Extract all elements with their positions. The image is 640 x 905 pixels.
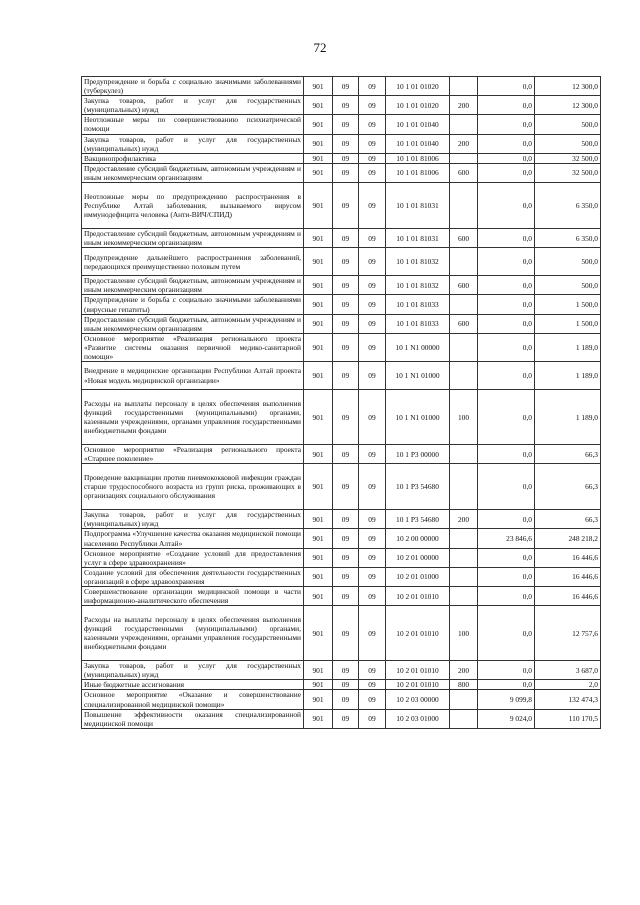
row-subsection: 09 — [359, 390, 386, 445]
row-amount-1: 23 846,6 — [478, 529, 535, 548]
row-name: Проведение вакцинации против пневмококковой инфекции граждан старше трудоспособного возраста из групп риска, проживающих в организациях социального обслуживания — [82, 464, 304, 510]
row-name: Создание условий для обеспечения деятельности государственных организаций в сфере здравоохранения — [82, 567, 304, 586]
row-expense-type — [450, 183, 478, 229]
row-name: Основное мероприятие «Создание условий для предоставления услуг в сфере здравоохранения» — [82, 548, 304, 567]
row-amount-1: 0,0 — [478, 229, 535, 248]
row-expense-type: 200 — [450, 96, 478, 115]
row-admin-code: 901 — [304, 115, 333, 134]
row-target-article: 10 1 P3 00000 — [386, 445, 450, 464]
row-section: 09 — [333, 464, 359, 510]
row-section: 09 — [333, 690, 359, 709]
row-admin-code: 901 — [304, 680, 333, 690]
row-amount-1: 0,0 — [478, 77, 535, 96]
row-amount-2: 248 218,2 — [535, 529, 601, 548]
row-target-article: 10 1 01 81006 — [386, 153, 450, 163]
row-name: Неотложные меры по предупреждению распространения в Республике Алтай заболевания, вызываемого вирусом иммунодефицита человека (Анти-ВИЧ/СПИД) — [82, 183, 304, 229]
table-row — [82, 606, 601, 661]
row-subsection: 09 — [359, 96, 386, 115]
table-row — [82, 548, 601, 567]
row-admin-code: 901 — [304, 390, 333, 445]
row-admin-code: 901 — [304, 606, 333, 661]
row-subsection: 09 — [359, 183, 386, 229]
row-subsection: 09 — [359, 567, 386, 586]
row-amount-1: 0,0 — [478, 248, 535, 276]
row-target-article: 10 1 01 81032 — [386, 248, 450, 276]
row-target-article: 10 1 01 01040 — [386, 115, 450, 134]
row-amount-1: 0,0 — [478, 606, 535, 661]
row-subsection: 09 — [359, 606, 386, 661]
row-amount-1: 0,0 — [478, 510, 535, 529]
row-admin-code: 901 — [304, 163, 333, 182]
row-amount-1: 0,0 — [478, 276, 535, 295]
row-section: 09 — [333, 183, 359, 229]
row-name: Предупреждение дальнейшего распространения заболеваний, передающихся преимущественно половым путем — [82, 248, 304, 276]
row-expense-type — [450, 362, 478, 390]
row-amount-2: 12 300,0 — [535, 77, 601, 96]
row-section: 09 — [333, 77, 359, 96]
row-target-article: 10 1 01 81006 — [386, 163, 450, 182]
row-amount-1: 0,0 — [478, 314, 535, 333]
row-amount-1: 0,0 — [478, 680, 535, 690]
row-name: Предоставление субсидий бюджетным, автономным учреждениям и иным некоммерческим организациям — [82, 276, 304, 295]
row-name: Подпрограмма «Улучшение качества оказания медицинской помощи населению Республики Алтай» — [82, 529, 304, 548]
row-admin-code: 901 — [304, 333, 333, 361]
table-row — [82, 510, 601, 529]
row-name: Закупка товаров, работ и услуг для государственных (муниципальных) нужд — [82, 661, 304, 680]
row-admin-code: 901 — [304, 134, 333, 153]
row-section: 09 — [333, 295, 359, 314]
table-row — [82, 153, 601, 163]
row-section: 09 — [333, 510, 359, 529]
row-admin-code: 901 — [304, 464, 333, 510]
row-expense-type — [450, 464, 478, 510]
row-expense-type — [450, 248, 478, 276]
row-amount-1: 0,0 — [478, 153, 535, 163]
row-amount-1: 0,0 — [478, 362, 535, 390]
row-expense-type — [450, 295, 478, 314]
row-expense-type — [450, 709, 478, 728]
row-amount-2: 6 350,0 — [535, 183, 601, 229]
row-amount-1: 0,0 — [478, 115, 535, 134]
row-expense-type — [450, 690, 478, 709]
row-target-article: 10 1 01 01040 — [386, 134, 450, 153]
row-target-article: 10 2 03 00000 — [386, 690, 450, 709]
row-admin-code: 901 — [304, 248, 333, 276]
table-row — [82, 314, 601, 333]
row-expense-type: 800 — [450, 680, 478, 690]
row-section: 09 — [333, 362, 359, 390]
row-amount-2: 66,3 — [535, 464, 601, 510]
table-row — [82, 134, 601, 153]
row-name: Иные бюджетные ассигнования — [82, 680, 304, 690]
table-row — [82, 567, 601, 586]
row-amount-2: 66,3 — [535, 510, 601, 529]
row-section: 09 — [333, 248, 359, 276]
row-expense-type — [450, 567, 478, 586]
row-subsection: 09 — [359, 529, 386, 548]
row-expense-type — [450, 333, 478, 361]
row-amount-2: 32 500,0 — [535, 163, 601, 182]
table-row — [82, 464, 601, 510]
row-amount-2: 16 446,6 — [535, 587, 601, 606]
table-row — [82, 163, 601, 182]
row-expense-type: 100 — [450, 390, 478, 445]
row-target-article: 10 1 01 81033 — [386, 314, 450, 333]
row-amount-1: 9 024,0 — [478, 709, 535, 728]
table-row — [82, 690, 601, 709]
table-row — [82, 390, 601, 445]
row-section: 09 — [333, 96, 359, 115]
row-section: 09 — [333, 314, 359, 333]
row-section: 09 — [333, 134, 359, 153]
table-row — [82, 445, 601, 464]
row-amount-2: 1 189,0 — [535, 362, 601, 390]
row-expense-type — [450, 115, 478, 134]
row-admin-code: 901 — [304, 314, 333, 333]
table-row — [82, 115, 601, 134]
row-amount-2: 16 446,6 — [535, 548, 601, 567]
row-admin-code: 901 — [304, 229, 333, 248]
row-expense-type — [450, 445, 478, 464]
row-expense-type — [450, 153, 478, 163]
row-subsection: 09 — [359, 362, 386, 390]
row-target-article: 10 1 N1 00000 — [386, 333, 450, 361]
row-target-article: 10 1 01 81031 — [386, 183, 450, 229]
row-target-article: 10 1 P3 54680 — [386, 510, 450, 529]
row-expense-type — [450, 548, 478, 567]
row-subsection: 09 — [359, 314, 386, 333]
row-amount-2: 12 300,0 — [535, 96, 601, 115]
row-target-article: 10 2 03 01000 — [386, 709, 450, 728]
row-name: Основное мероприятие «Реализация регионального проекта «Развитие системы оказания первичной медико-санитарной помощи» — [82, 333, 304, 361]
row-section: 09 — [333, 153, 359, 163]
row-expense-type: 600 — [450, 276, 478, 295]
row-section: 09 — [333, 606, 359, 661]
row-section: 09 — [333, 333, 359, 361]
row-target-article: 10 1 01 81032 — [386, 276, 450, 295]
row-section: 09 — [333, 390, 359, 445]
row-amount-2: 3 687,0 — [535, 661, 601, 680]
row-amount-2: 1 500,0 — [535, 314, 601, 333]
row-amount-1: 0,0 — [478, 163, 535, 182]
row-target-article: 10 2 01 01010 — [386, 680, 450, 690]
row-expense-type: 200 — [450, 661, 478, 680]
row-amount-2: 500,0 — [535, 276, 601, 295]
row-target-article: 10 2 00 00000 — [386, 529, 450, 548]
row-expense-type: 200 — [450, 510, 478, 529]
row-amount-2: 32 500,0 — [535, 153, 601, 163]
row-section: 09 — [333, 115, 359, 134]
row-section: 09 — [333, 529, 359, 548]
row-admin-code: 901 — [304, 567, 333, 586]
row-amount-1: 0,0 — [478, 295, 535, 314]
row-subsection: 09 — [359, 709, 386, 728]
row-amount-1: 0,0 — [478, 445, 535, 464]
row-admin-code: 901 — [304, 276, 333, 295]
row-target-article: 10 1 N1 01000 — [386, 362, 450, 390]
row-name: Расходы на выплаты персоналу в целях обеспечения выполнения функций государственными (муниципальными) органами, казенными учреждениями, органами управления государственными внебюджетными фондами — [82, 390, 304, 445]
row-target-article: 10 1 P3 54680 — [386, 464, 450, 510]
row-subsection: 09 — [359, 134, 386, 153]
row-admin-code: 901 — [304, 96, 333, 115]
row-subsection: 09 — [359, 333, 386, 361]
row-name: Внедрение в медицинские организации Республики Алтай проекта «Новая модель медицинской организации» — [82, 362, 304, 390]
row-subsection: 09 — [359, 680, 386, 690]
row-target-article: 10 1 01 81031 — [386, 229, 450, 248]
row-admin-code: 901 — [304, 362, 333, 390]
row-amount-2: 500,0 — [535, 134, 601, 153]
row-amount-2: 66,3 — [535, 445, 601, 464]
table-row — [82, 333, 601, 361]
row-admin-code: 901 — [304, 690, 333, 709]
row-amount-1: 0,0 — [478, 333, 535, 361]
row-admin-code: 901 — [304, 548, 333, 567]
row-section: 09 — [333, 229, 359, 248]
row-section: 09 — [333, 445, 359, 464]
row-admin-code: 901 — [304, 153, 333, 163]
row-name: Закупка товаров, работ и услуг для государственных (муниципальных) нужд — [82, 510, 304, 529]
row-subsection: 09 — [359, 276, 386, 295]
row-subsection: 09 — [359, 548, 386, 567]
row-target-article: 10 2 01 01010 — [386, 661, 450, 680]
row-amount-1: 0,0 — [478, 587, 535, 606]
table-row — [82, 295, 601, 314]
row-admin-code: 901 — [304, 510, 333, 529]
table-row — [82, 183, 601, 229]
table-row — [82, 587, 601, 606]
row-name: Закупка товаров, работ и услуг для государственных (муниципальных) нужд — [82, 96, 304, 115]
row-admin-code: 901 — [304, 709, 333, 728]
row-expense-type: 600 — [450, 163, 478, 182]
row-section: 09 — [333, 548, 359, 567]
row-target-article: 10 2 01 01010 — [386, 606, 450, 661]
table-row — [82, 248, 601, 276]
row-amount-2: 16 446,6 — [535, 567, 601, 586]
row-amount-1: 0,0 — [478, 134, 535, 153]
row-subsection: 09 — [359, 77, 386, 96]
row-subsection: 09 — [359, 295, 386, 314]
row-section: 09 — [333, 163, 359, 182]
row-subsection: 09 — [359, 229, 386, 248]
row-section: 09 — [333, 567, 359, 586]
row-admin-code: 901 — [304, 77, 333, 96]
row-admin-code: 901 — [304, 183, 333, 229]
row-amount-1: 0,0 — [478, 390, 535, 445]
row-amount-2: 500,0 — [535, 115, 601, 134]
row-target-article: 10 1 01 01020 — [386, 77, 450, 96]
row-amount-2: 1 189,0 — [535, 333, 601, 361]
table-row — [82, 77, 601, 96]
row-expense-type — [450, 77, 478, 96]
row-amount-2: 500,0 — [535, 248, 601, 276]
row-name: Закупка товаров, работ и услуг для государственных (муниципальных) нужд — [82, 134, 304, 153]
row-name: Совершенствование организации медицинской помощи в части информационно-аналитического обеспечения — [82, 587, 304, 606]
row-subsection: 09 — [359, 248, 386, 276]
row-subsection: 09 — [359, 464, 386, 510]
row-name: Предоставление субсидий бюджетным, автономным учреждениям и иным некоммерческим организациям — [82, 229, 304, 248]
row-section: 09 — [333, 587, 359, 606]
row-subsection: 09 — [359, 115, 386, 134]
row-name: Предупреждение и борьба с социально значимыми заболеваниями (туберкулез) — [82, 77, 304, 96]
row-subsection: 09 — [359, 510, 386, 529]
row-target-article: 10 2 01 01000 — [386, 567, 450, 586]
row-admin-code: 901 — [304, 295, 333, 314]
row-target-article: 10 1 01 81033 — [386, 295, 450, 314]
row-amount-2: 1 500,0 — [535, 295, 601, 314]
row-amount-2: 6 350,0 — [535, 229, 601, 248]
table-row — [82, 709, 601, 728]
row-admin-code: 901 — [304, 529, 333, 548]
row-amount-1: 0,0 — [478, 183, 535, 229]
row-name: Неотложные меры по совершенствованию психиатрической помощи — [82, 115, 304, 134]
table-row — [82, 362, 601, 390]
row-subsection: 09 — [359, 153, 386, 163]
row-name: Повышение эффективности оказания специализированной медицинской помощи — [82, 709, 304, 728]
row-amount-2: 12 757,6 — [535, 606, 601, 661]
row-amount-2: 132 474,3 — [535, 690, 601, 709]
table-row — [82, 680, 601, 690]
row-target-article: 10 2 01 01010 — [386, 587, 450, 606]
row-expense-type: 600 — [450, 314, 478, 333]
table-row — [82, 529, 601, 548]
row-subsection: 09 — [359, 587, 386, 606]
row-section: 09 — [333, 709, 359, 728]
row-name: Основное мероприятие «Реализация регионального проекта «Старшее поколение» — [82, 445, 304, 464]
page-number: 72 — [313, 40, 327, 55]
row-section: 09 — [333, 680, 359, 690]
row-admin-code: 901 — [304, 587, 333, 606]
budget-table — [81, 76, 601, 729]
row-target-article: 10 1 N1 01000 — [386, 390, 450, 445]
row-admin-code: 901 — [304, 445, 333, 464]
row-amount-1: 0,0 — [478, 548, 535, 567]
row-section: 09 — [333, 276, 359, 295]
row-amount-1: 0,0 — [478, 567, 535, 586]
budget-table-body — [82, 77, 601, 729]
table-row — [82, 276, 601, 295]
row-amount-1: 0,0 — [478, 464, 535, 510]
row-expense-type: 200 — [450, 134, 478, 153]
row-name: Предоставление субсидий бюджетным, автономным учреждениям и иным некоммерческим организациям — [82, 314, 304, 333]
row-section: 09 — [333, 661, 359, 680]
row-name: Вакцинопрофилактика — [82, 153, 304, 163]
row-amount-1: 0,0 — [478, 661, 535, 680]
row-target-article: 10 2 01 00000 — [386, 548, 450, 567]
table-row — [82, 96, 601, 115]
row-amount-1: 0,0 — [478, 96, 535, 115]
row-subsection: 09 — [359, 690, 386, 709]
row-subsection: 09 — [359, 163, 386, 182]
row-name: Предупреждение и борьба с социально значимыми заболеваниями (вирусные гепатиты) — [82, 295, 304, 314]
row-name: Основное мероприятие «Оказание и совершенствование специализированной медицинской помощи» — [82, 690, 304, 709]
row-expense-type — [450, 587, 478, 606]
row-target-article: 10 1 01 01020 — [386, 96, 450, 115]
row-amount-2: 2,0 — [535, 680, 601, 690]
row-subsection: 09 — [359, 661, 386, 680]
row-admin-code: 901 — [304, 661, 333, 680]
row-name: Расходы на выплаты персоналу в целях обеспечения выполнения функций государственными (муниципальными) органами, казенными учреждениями, органами управления государственными внебюджетными фондами — [82, 606, 304, 661]
row-name: Предоставление субсидий бюджетным, автономным учреждениям и иным некоммерческим организациям — [82, 163, 304, 182]
row-expense-type: 100 — [450, 606, 478, 661]
table-row — [82, 229, 601, 248]
row-amount-2: 1 189,0 — [535, 390, 601, 445]
row-expense-type — [450, 529, 478, 548]
row-amount-1: 9 099,8 — [478, 690, 535, 709]
row-subsection: 09 — [359, 445, 386, 464]
row-expense-type: 600 — [450, 229, 478, 248]
table-row — [82, 661, 601, 680]
row-amount-2: 110 170,5 — [535, 709, 601, 728]
